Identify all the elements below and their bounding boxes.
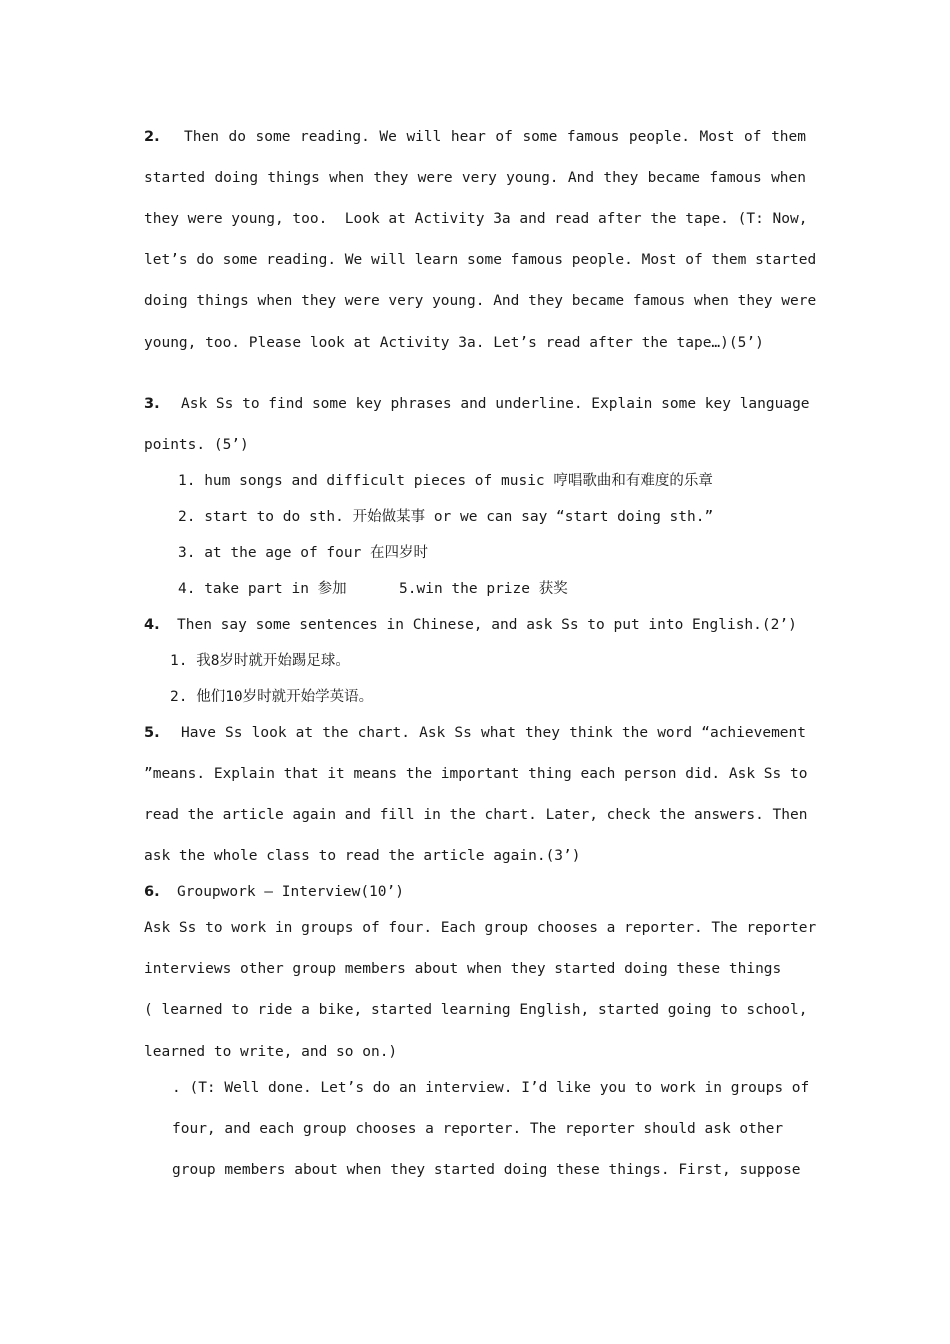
chinese-sentence-2: 2. 他们10岁时就开始学英语。 [170,689,374,705]
item-6-heading: Groupwork – Interview(10’) [177,884,404,900]
key-point-1: 1. hum songs and difficult pieces of music 哼唱歌曲和有难度的乐章 [178,473,713,489]
item-2-line-1: Then do some reading. We will hear of some famous people. Most of them [184,129,806,145]
item-4-number: 4. [144,617,160,633]
item-5-line-1: Have Ss look at the chart. Ask Ss what they think the word “achievement [181,725,806,741]
teacher-line-3: group members about when they started doing these things. First, suppose [172,1162,801,1178]
item-4-line: Then say some sentences in Chinese, and ask Ss to put into English.(2’) [177,617,797,633]
item-5-number: 5. [144,725,160,741]
item-2-line-4: let’s do some reading. We will learn some famous people. Most of them started [144,252,817,268]
item-3-number: 3. [144,396,160,412]
item-6-line-4: learned to write, and so on.) [144,1044,398,1060]
item-6-line-1: Ask Ss to work in groups of four. Each group chooses a reporter. The reporter [144,920,817,936]
item-2-line-3: they were young, too. Look at Activity 3a and read after the tape. (T: Now, [144,211,808,227]
teacher-line-1: . (T: Well done. Let’s do an interview. I’d like you to work in groups of [172,1080,810,1096]
item-6-number: 6. [144,884,160,900]
item-3-line-1: Ask Ss to find some key phrases and underline. Explain some key language [181,396,810,412]
item-2-line-6: young, too. Please look at Activity 3a. Let’s read after the tape…)(5’) [144,335,764,351]
key-point-2: 2. start to do sth. 开始做某事 or we can say “start doing sth.” [178,509,714,525]
chinese-sentence-1: 1. 我8岁时就开始踢足球。 [170,653,350,669]
item-5-line-2: ”means. Explain that it means the important thing each person did. Ask Ss to [144,766,808,782]
item-2-line-5: doing things when they were very young. And they became famous when they were [144,293,817,309]
key-point-3: 3. at the age of four 在四岁时 [178,545,429,561]
item-6-line-2: interviews other group members about when they started doing these things [144,961,782,977]
item-3-line-2: points. (5’) [144,437,249,453]
teacher-line-2: four, and each group chooses a reporter. The reporter should ask other [172,1121,784,1137]
item-2-number: 2. [144,129,160,145]
item-5-line-3: read the article again and fill in the chart. Later, check the answers. Then [144,807,808,823]
key-point-4: 4. take part in 参加 5.win the prize 获奖 [178,581,568,597]
item-5-line-4: ask the whole class to read the article again.(3’) [144,848,581,864]
item-2-line-2: started doing things when they were very young. And they became famous when [144,170,806,186]
item-6-line-3: ( learned to ride a bike, started learning English, started going to school, [144,1002,808,1018]
